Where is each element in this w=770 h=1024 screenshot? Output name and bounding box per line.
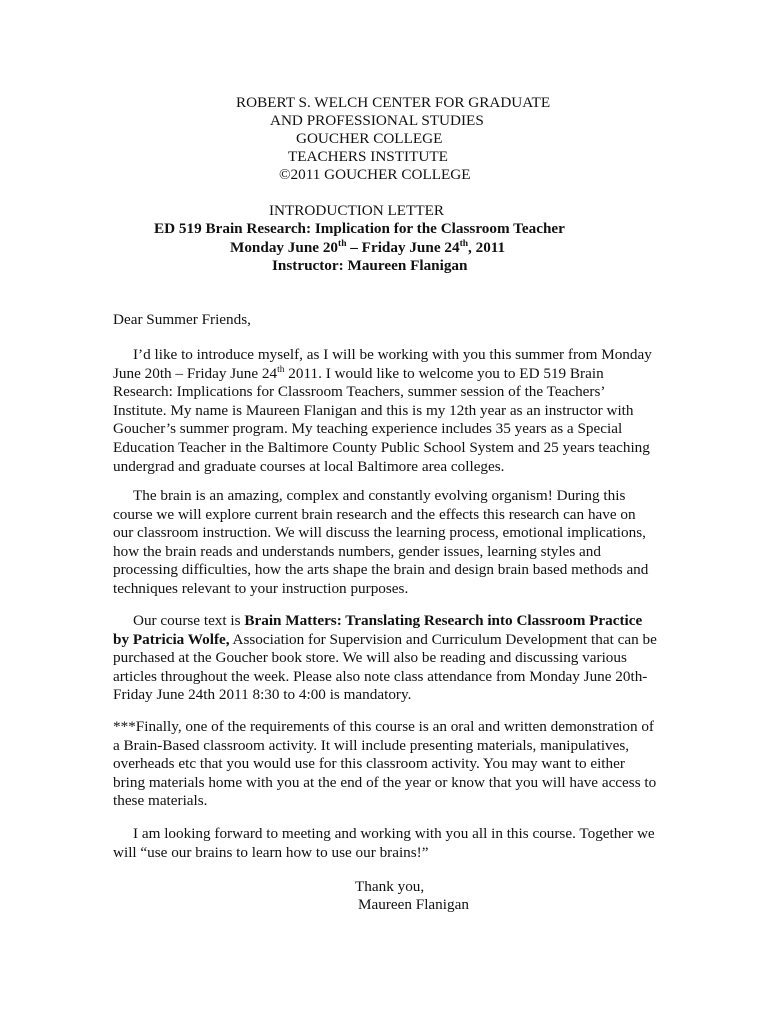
text-line: how the brain reads and understands numbers, gender issues, learning styles and [113,542,601,560]
text-line: a Brain-Based classroom activity. It will include presenting materials, manipulatives, [113,736,630,754]
text-line [113,612,658,631]
text-line [113,631,658,650]
text-sup: th [277,364,285,375]
course-dates [230,239,505,258]
text-span: 2011. I would like to welcome you to ED 519 Brain [284,364,604,382]
dates-sup-1: th [338,239,347,249]
header-line-5: ©2011 GOUCHER COLLEGE [279,166,471,183]
course-title: ED 519 Brain Research: Implication for the Classroom Teacher [154,220,565,237]
header-line-3: GOUCHER COLLEGE [296,130,443,147]
signature-name: Maureen Flanigan [358,896,469,913]
dates-sup-2: th [459,239,469,249]
text-line: processing difficulties, how the arts shape the brain and design brain based methods and [113,561,649,579]
paragraph-course-text [113,612,658,705]
text-line: techniques relevant to your instruction purposes. [113,579,409,597]
book-author: by Patricia Wolfe, [113,630,230,648]
dates-end: – Friday June 24 [346,239,460,256]
text-line: these materials. [113,792,208,810]
paragraph-requirements [113,718,658,811]
header-line-1: ROBERT S. WELCH CENTER FOR GRADUATE [236,94,551,111]
text-line: will “use our brains to learn how to use our brains!” [113,843,429,861]
text-line: Education Teacher in the Baltimore County Public School System and 25 years teaching [113,438,650,456]
text-line: course we will explore current brain research and the effects this research can have on [113,505,636,523]
text-line: Institute. My name is Maureen Flanigan and this is my 12th year as an instructor with [113,401,634,419]
header-line-4: TEACHERS INSTITUTE [288,148,448,165]
text-line: ***Finally, one of the requirements of this course is an oral and written demonstration of [113,718,654,735]
text-line: bring materials home with you at the end of the year or know that you will have access to [113,773,657,791]
text-line: I’d like to introduce myself, as I will be working with you this summer from Monday [133,346,652,363]
salutation: Dear Summer Friends, [113,311,251,328]
text-line: The brain is an amazing, complex and constantly evolving organism! During this [133,487,626,504]
text-line: purchased at the Goucher book store. We will also be reading and discussing various [113,649,627,667]
text-line: Research: Implications for Classroom Teachers, summer session of the Teachers’ [113,383,606,401]
text-line: undergrad and graduate courses at local Baltimore area colleges. [113,457,505,475]
paragraph-brain [113,487,658,599]
letter-type: INTRODUCTION LETTER [269,202,445,219]
text-line: articles throughout the week. Please also note class attendance from Monday June 20th- [113,667,648,685]
text-line: our classroom instruction. We will discuss the learning process, emotional implications, [113,524,646,542]
text-line: Goucher’s summer program. My teaching experience includes 35 years as a Special [113,420,623,438]
dates-start: Monday June 20 [230,239,339,256]
dates-year: , 2011 [468,239,506,256]
instructor-line: Instructor: Maureen Flanigan [272,257,468,274]
paragraph-intro [113,346,658,476]
text-line: I am looking forward to meeting and working with you all in this course. Together we [133,825,655,842]
text-span: June 20th – Friday June 24 [113,364,278,382]
header-line-2: AND PROFESSIONAL STUDIES [270,112,484,129]
text-line: Friday June 24th 2011 8:30 to 4:00 is mandatory. [113,686,412,704]
text-span: Association for Supervision and Curriculum Development that can be [229,630,657,648]
closing-thanks: Thank you, [355,878,425,895]
paragraph-closing [113,825,658,862]
text-line: overheads etc that you would use for this classroom activity. You may want to either [113,755,625,773]
text-span: Our course text is [133,612,245,629]
text-line [113,365,658,384]
book-title: Brain Matters: Translating Research into Classroom Practice [244,612,643,629]
